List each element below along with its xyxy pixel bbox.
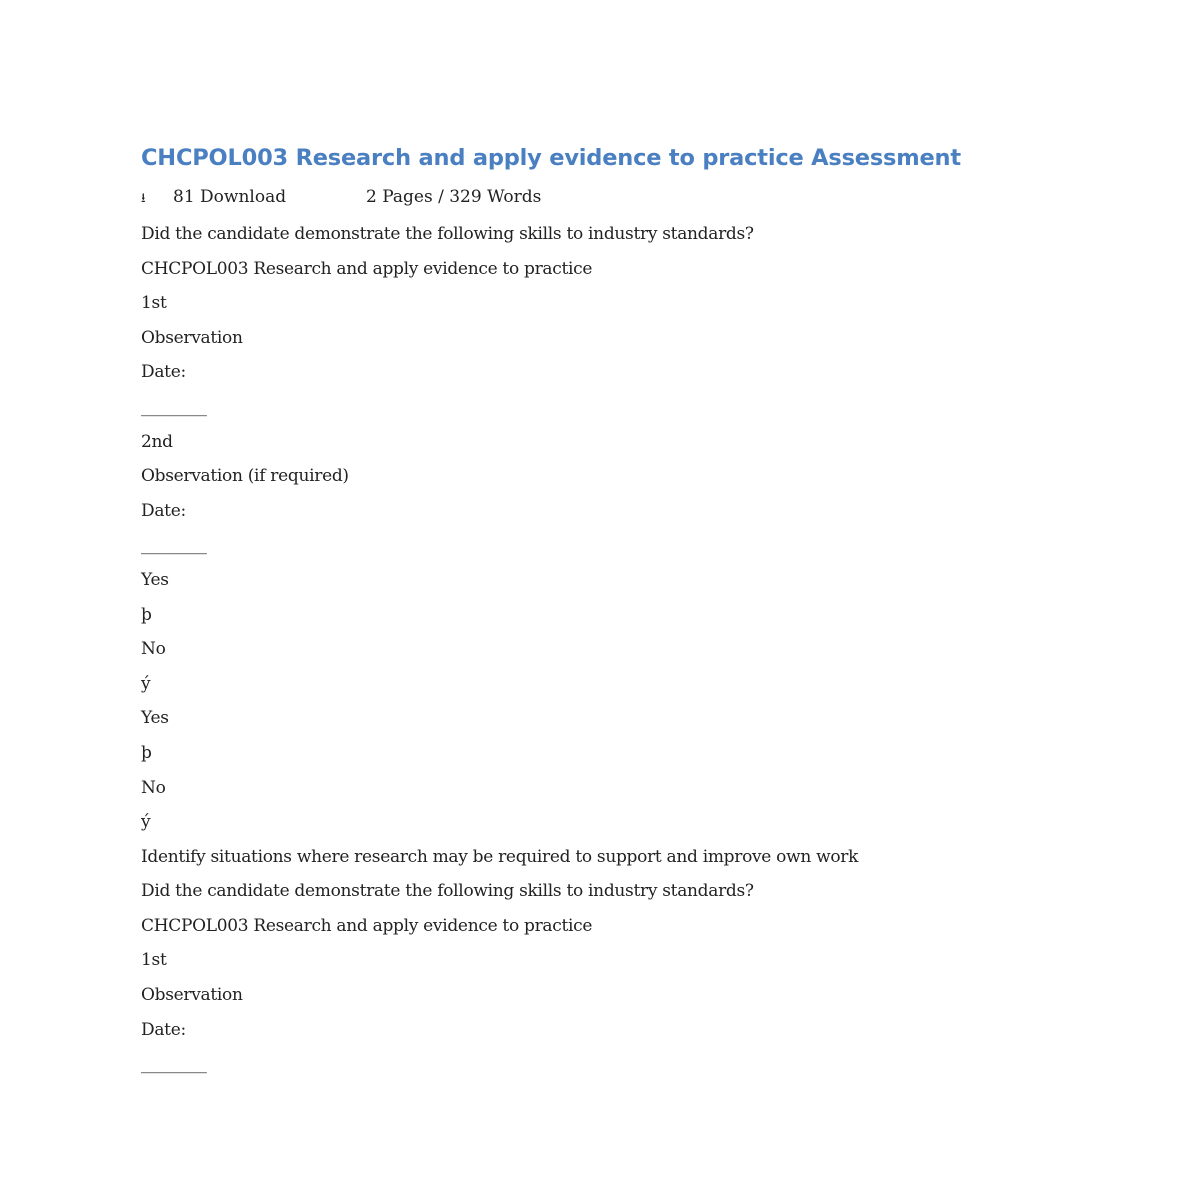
document-line: No: [141, 639, 166, 660]
document-title: CHCPOL003 Research and apply evidence to practice Assessment: [141, 145, 961, 171]
document-line: ý: [141, 673, 151, 694]
document-line: Observation (if required): [141, 466, 349, 487]
document-line: 2nd: [141, 431, 173, 452]
document-meta: [141, 187, 541, 211]
page-word-count: 2 Pages / 329 Words: [366, 187, 542, 207]
document-line: ________: [141, 396, 207, 417]
document-line: 1st: [141, 950, 167, 971]
download-count: 81 Download: [173, 187, 287, 207]
document-line: Observation: [141, 985, 243, 1006]
download-icon: ⭳: [141, 191, 146, 206]
document-line: ý: [141, 812, 151, 833]
document-line: CHCPOL003 Research and apply evidence to practice: [141, 258, 593, 279]
document-line: Yes: [141, 569, 169, 590]
document-line: No: [141, 777, 166, 798]
document-line: ________: [141, 535, 207, 556]
document-line: Date:: [141, 362, 186, 383]
document-line: Date:: [141, 500, 186, 521]
document-line: Did the candidate demonstrate the following skills to industry standards?: [141, 881, 754, 902]
document-body: [141, 217, 858, 1082]
document-line: ________: [141, 1054, 207, 1075]
document-line: Yes: [141, 708, 169, 729]
document-line: Date:: [141, 1019, 186, 1040]
document-line: þ: [141, 604, 152, 625]
document-line: Did the candidate demonstrate the following skills to industry standards?: [141, 224, 754, 244]
document-line: 1st: [141, 293, 167, 314]
document-line: Observation: [141, 327, 243, 348]
document-line: Identify situations where research may be required to support and improve own work: [141, 846, 859, 867]
document-line: þ: [141, 742, 152, 763]
document-line: CHCPOL003 Research and apply evidence to practice: [141, 915, 593, 936]
